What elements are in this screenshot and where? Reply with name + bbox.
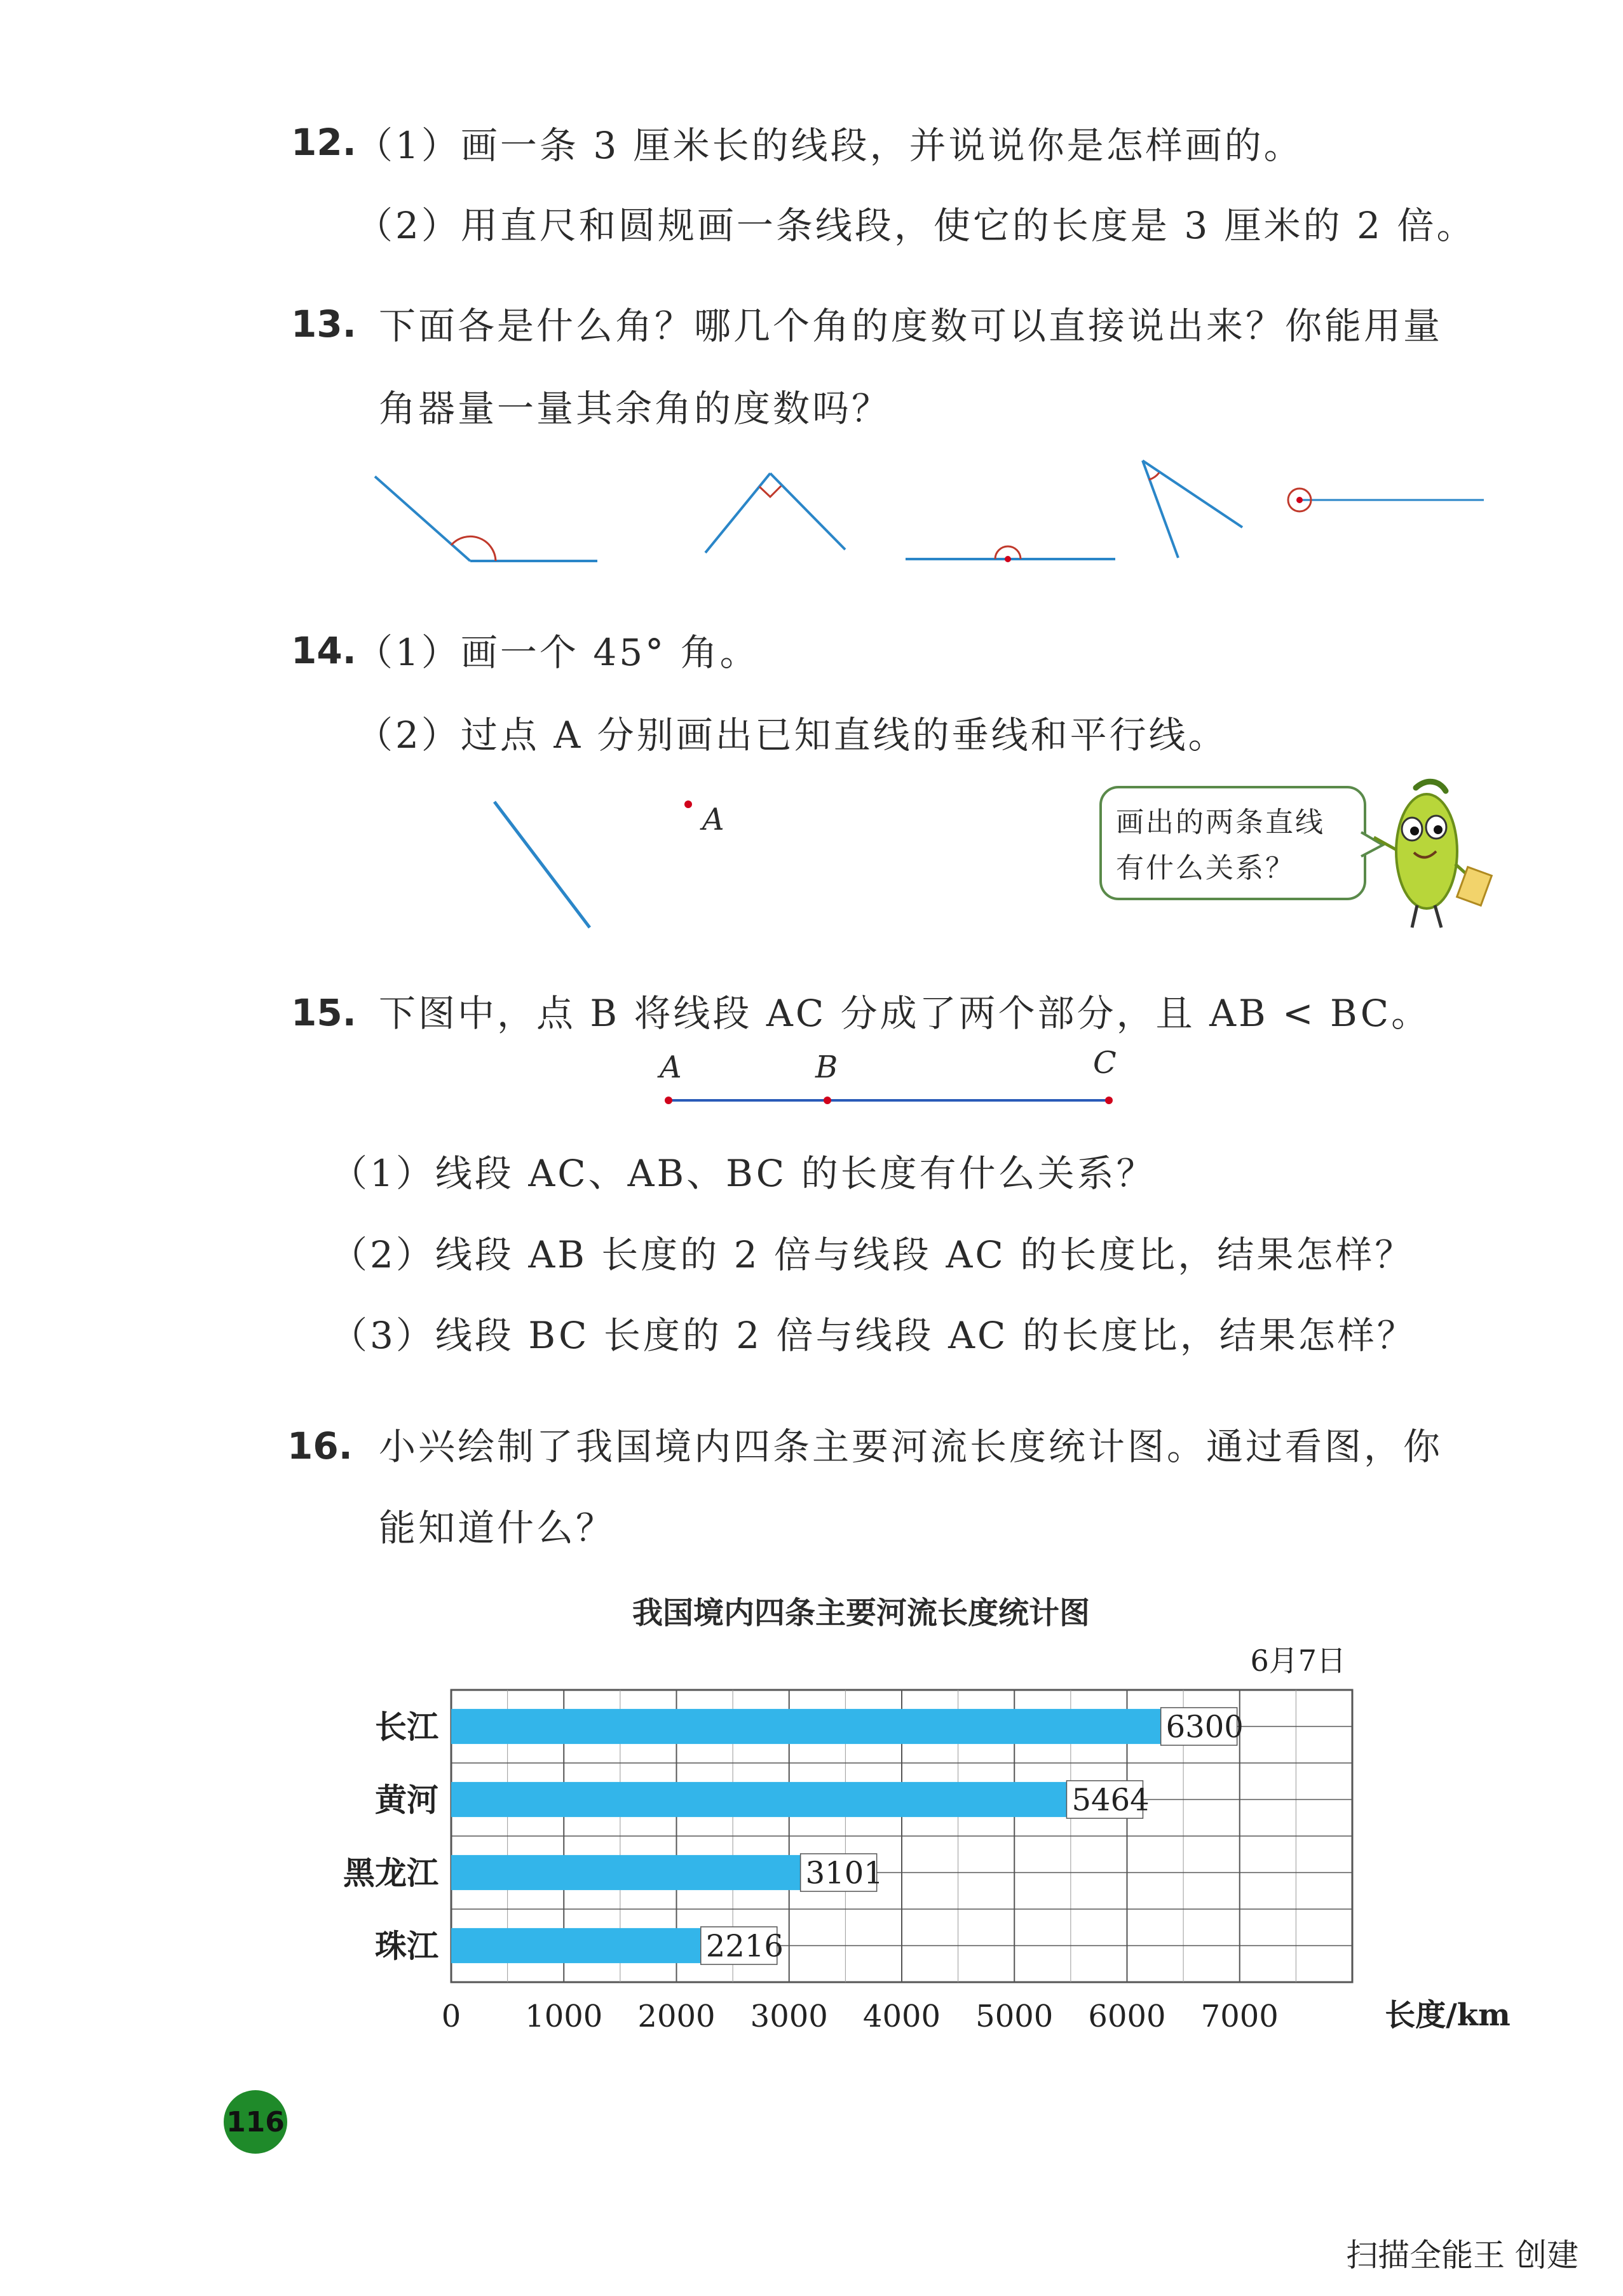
question-15-number: 15. <box>291 991 357 1034</box>
acute-angle <box>1143 461 1242 558</box>
x-tick-label: 3000 <box>750 1999 828 2034</box>
page-number-badge: 116 <box>224 2090 287 2154</box>
given-line-figure <box>483 788 610 934</box>
point-a-label: A <box>702 802 724 837</box>
hint-speech-bubble <box>1099 786 1366 900</box>
question-12-number: 12. <box>291 121 357 164</box>
question-15-part-3: （3）线段 BC 长度的 2 倍与线段 AC 的长度比，结果怎样？ <box>330 1314 1416 1357</box>
chart-date: 6月7日 <box>1250 1644 1346 1678</box>
question-13-number: 13. <box>291 302 357 346</box>
river-length-bar-chart <box>305 1626 1511 2058</box>
question-12-part-2: （2）用直尺和圆规画一条线段，使它的长度是 3 厘米的 2 倍。 <box>356 204 1476 247</box>
x-tick-label: 1000 <box>525 1999 603 2034</box>
obtuse-angle <box>375 476 597 561</box>
chart-title: 我国境内四条主要河流长度统计图 <box>632 1595 1090 1631</box>
question-14-number: 14. <box>291 629 357 672</box>
segment-label-c: C <box>1093 1045 1117 1081</box>
category-label: 珠江 <box>375 1927 438 1965</box>
value-label: 5464 <box>1071 1782 1150 1818</box>
value-label: 2216 <box>705 1928 784 1964</box>
bar-1 <box>451 1782 1066 1817</box>
point-a-dot <box>683 799 693 809</box>
x-tick-label: 5000 <box>975 1999 1054 2034</box>
segment-label-a: A <box>660 1050 682 1085</box>
straight-angle <box>906 546 1115 562</box>
question-13-line-1: 下面各是什么角？哪几个角的度数可以直接说出来？你能用量 <box>379 304 1443 348</box>
round-angle <box>1288 489 1484 511</box>
bubble-line-2: 有什么关系？ <box>1116 852 1295 884</box>
category-label: 长江 <box>375 1708 438 1746</box>
question-16-line-1: 小兴绘制了我国境内四条主要河流长度统计图。通过看图，你 <box>379 1425 1443 1468</box>
scanner-watermark: 扫描全能王 创建 <box>1346 2237 1579 2274</box>
category-label: 黑龙江 <box>343 1854 438 1892</box>
bar-3 <box>451 1928 701 1963</box>
x-tick-label: 4000 <box>862 1999 941 2034</box>
question-15-intro: 下图中，点 B 将线段 AC 分成了两个部分，且 AB < BC。 <box>379 992 1431 1035</box>
pepper-mascot-illustration <box>1366 775 1493 934</box>
x-tick-label: 2000 <box>637 1999 716 2034</box>
x-axis-label: 长度/km <box>1385 1997 1511 2033</box>
question-15-part-2: （2）线段 AB 长度的 2 倍与线段 AC 的长度比，结果怎样？ <box>330 1233 1415 1276</box>
segment-label-b: B <box>815 1050 838 1085</box>
x-tick-label: 7000 <box>1200 1999 1279 2034</box>
right-angle <box>705 473 845 553</box>
question-14-part-2: （2）过点 A 分别画出已知直线的垂线和平行线。 <box>356 713 1228 757</box>
bar-0 <box>451 1709 1161 1744</box>
x-tick-label: 6000 <box>1088 1999 1166 2034</box>
question-15-part-1: （1）线段 AC、AB、BC 的长度有什么关系？ <box>330 1152 1156 1195</box>
question-16-number: 16. <box>287 1424 353 1468</box>
question-16-line-2: 能知道什么？ <box>379 1506 616 1550</box>
angle-figures <box>356 457 1500 584</box>
question-13-line-2: 角器量一量其余角的度数吗？ <box>379 387 892 430</box>
value-label: 6300 <box>1165 1709 1244 1745</box>
bar-2 <box>451 1855 801 1890</box>
question-14-part-1: （1）画一个 45° 角。 <box>356 631 759 674</box>
category-label: 黄河 <box>375 1781 438 1819</box>
bubble-line-1: 画出的两条直线 <box>1116 806 1325 839</box>
segment-ac-figure <box>661 1091 1118 1111</box>
question-12-part-1: （1）画一条 3 厘米长的线段，并说说你是怎样画的。 <box>356 124 1303 167</box>
value-label: 3101 <box>805 1855 883 1891</box>
x-tick-label: 0 <box>441 1999 461 2034</box>
